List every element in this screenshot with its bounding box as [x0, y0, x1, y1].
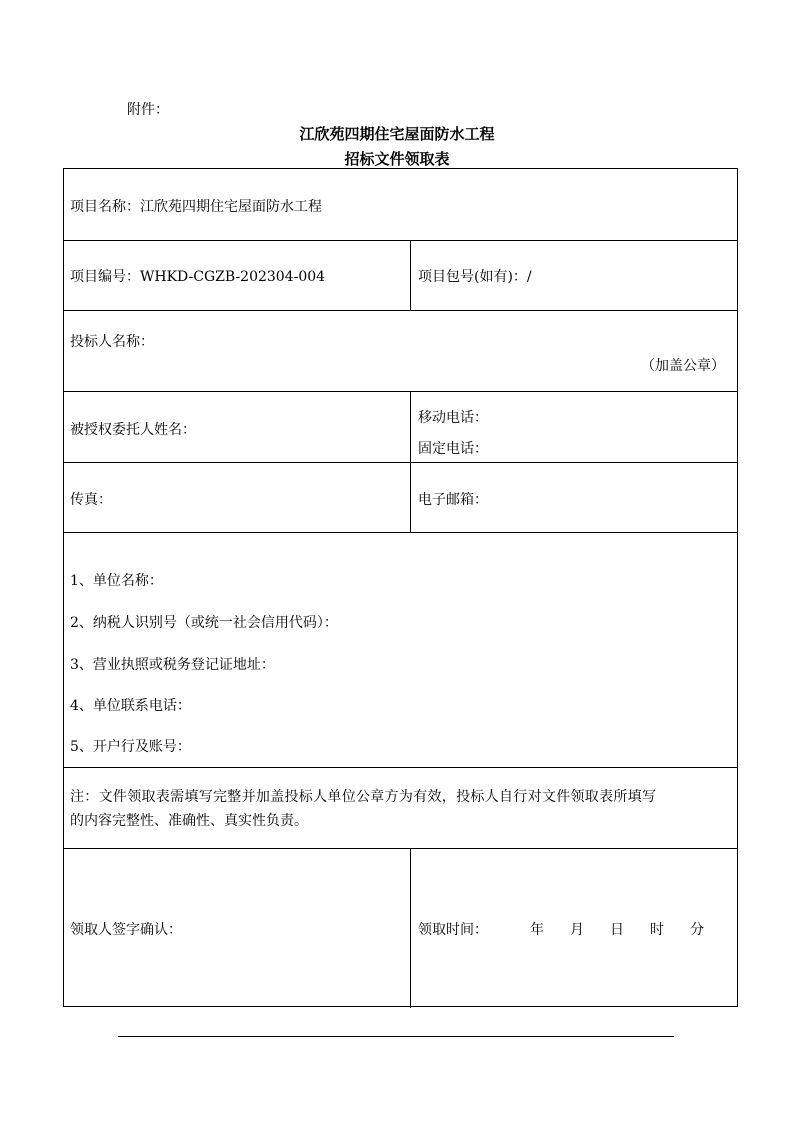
- unit-info-item: 5、开户行及账号：: [70, 739, 191, 755]
- unit-info-item: 3、营业执照或税务登记证地址：: [70, 657, 275, 673]
- column-divider: [410, 240, 411, 310]
- note-text: 注：文件领取表需填写完整并加盖投标人单位公章方为有效，投标人自行对文件领取表所填写: [70, 789, 657, 805]
- project-name-field: 项目名称：江欣苑四期住宅屋面防水工程: [70, 199, 322, 215]
- time-unit-minute: 分: [690, 922, 704, 938]
- time-unit-month: 月: [570, 922, 584, 938]
- time-unit-hour: 时: [650, 922, 664, 938]
- row-divider: [64, 240, 737, 241]
- column-divider: [410, 848, 411, 1008]
- project-number-field: 项目编号：WHKD-CGZB-202304-004: [70, 269, 326, 285]
- receiver-signature-field: 领取人签字确认：: [70, 922, 182, 938]
- document-title: 江欣苑四期住宅屋面防水工程: [299, 125, 495, 143]
- row-divider: [64, 391, 737, 392]
- row-divider: [64, 310, 737, 311]
- receive-time-label: 领取时间：: [418, 922, 488, 938]
- footer-rule: [118, 1036, 674, 1037]
- bidder-name-field: 投标人名称：: [70, 334, 154, 350]
- time-unit-day: 日: [610, 922, 624, 938]
- unit-info-item: 2、纳税人识别号（或统一社会信用代码）：: [70, 615, 338, 631]
- document-subtitle: 招标文件领取表: [344, 150, 450, 168]
- row-divider: [64, 848, 737, 849]
- row-divider: [64, 532, 737, 533]
- attachment-label: 附件：: [127, 102, 169, 118]
- note-text: 的内容完整性、准确性、真实性负责。: [70, 813, 308, 829]
- time-unit-year: 年: [530, 922, 544, 938]
- stamp-note: （加盖公章）: [641, 358, 725, 374]
- mobile-phone-field: 移动电话：: [418, 410, 488, 426]
- collection-form-table: [63, 168, 738, 1007]
- unit-info-item: 1、单位名称：: [70, 573, 163, 589]
- row-divider: [64, 767, 737, 768]
- fax-field: 传真：: [70, 492, 112, 508]
- package-number-field: 项目包号(如有)：/: [418, 269, 532, 285]
- column-divider: [410, 391, 411, 532]
- unit-info-item: 4、单位联系电话：: [70, 698, 191, 714]
- email-field: 电子邮箱：: [418, 492, 488, 508]
- row-divider: [64, 462, 737, 463]
- fixed-phone-field: 固定电话：: [418, 441, 488, 457]
- authorized-person-field: 被授权委托人姓名：: [70, 422, 196, 438]
